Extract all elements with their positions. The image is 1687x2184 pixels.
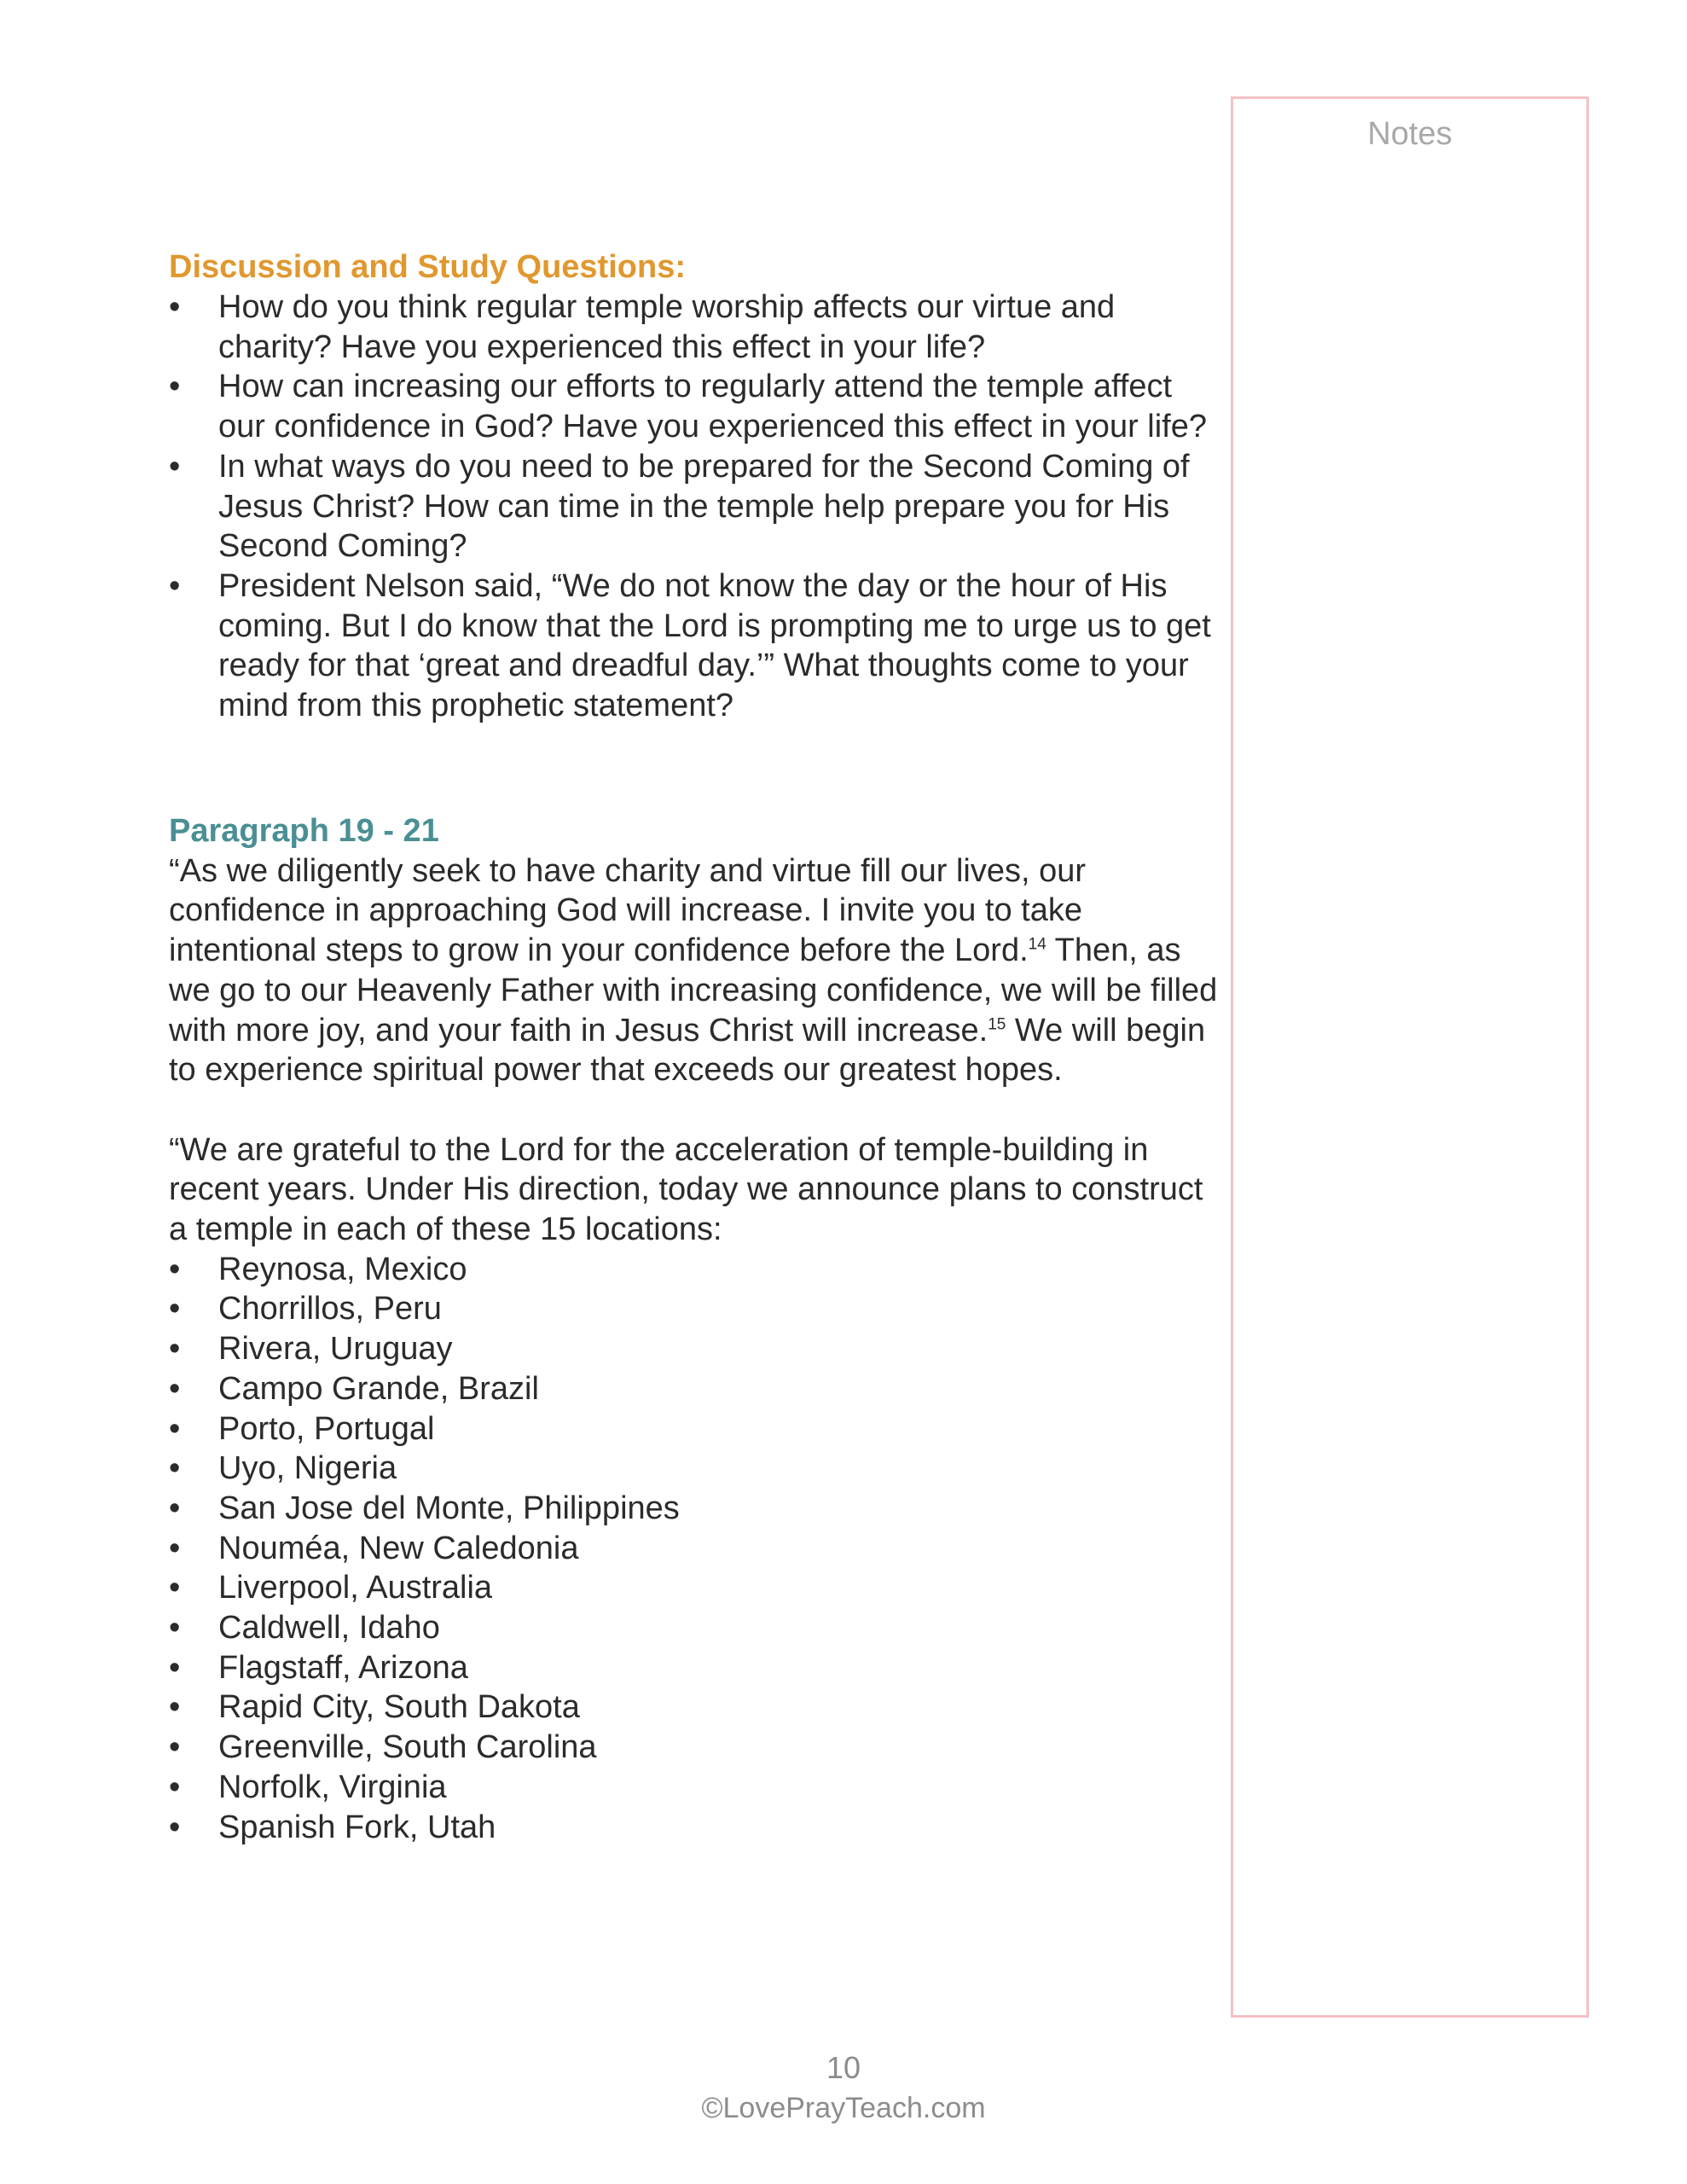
main-content: [169, 247, 1218, 1847]
list-item: [169, 1529, 1218, 1569]
page-number: 10: [826, 2050, 861, 2085]
bullet-icon: •: [169, 1649, 181, 1686]
temple-locations-list: [169, 1250, 1218, 1848]
quote-paragraph-1: [169, 851, 1218, 1090]
location-text: Uyo, Nigeria: [218, 1450, 397, 1487]
location-text: Nouméa, New Caledonia: [218, 1530, 579, 1566]
question-text: How can increasing our efforts to regularly attend the temple affect our confidence in God? Have you experienced this effect in your life?: [218, 369, 1207, 445]
location-text: Reynosa, Mexico: [218, 1251, 467, 1287]
bullet-icon: •: [169, 1530, 181, 1566]
bullet-icon: •: [169, 448, 181, 485]
bullet-icon: •: [169, 1689, 181, 1726]
list-item: [169, 1289, 1218, 1329]
notes-box: [1231, 96, 1589, 2018]
list-item: [169, 1369, 1218, 1409]
location-text: Norfolk, Virginia: [218, 1769, 447, 1805]
list-item: [169, 1687, 1218, 1728]
bullet-icon: •: [169, 1570, 181, 1606]
bullet-icon: •: [169, 1809, 181, 1845]
list-item: [169, 447, 1218, 566]
bullet-icon: •: [169, 1291, 181, 1327]
list-item: [169, 1489, 1218, 1529]
list-item: [169, 1728, 1218, 1768]
notes-label: Notes: [1367, 116, 1452, 152]
footnote-ref: 14: [1028, 935, 1046, 954]
location-text: Rapid City, South Dakota: [218, 1689, 580, 1726]
quote-paragraph-2: “We are grateful to the Lord for the acceleration of temple-building in recent years. Under His direction, today we announce plans to construct a temple in each of these 15 locations:: [169, 1131, 1203, 1248]
discussion-questions-list: [169, 288, 1218, 726]
list-item: [169, 1449, 1218, 1489]
location-text: Caldwell, Idaho: [218, 1610, 440, 1647]
bullet-icon: •: [169, 369, 181, 405]
location-text: Rivera, Uruguay: [218, 1331, 453, 1368]
location-text: Liverpool, Australia: [218, 1570, 493, 1606]
bullet-icon: •: [169, 1769, 181, 1805]
list-item: [169, 566, 1218, 726]
list-item: [169, 1808, 1218, 1848]
bullet-icon: •: [169, 1331, 181, 1368]
list-item: [169, 1329, 1218, 1369]
location-text: Campo Grande, Brazil: [218, 1370, 539, 1407]
list-item: [169, 1768, 1218, 1808]
quote-text: We will begin to experience spiritual power that exceeds our greatest hopes.: [169, 1012, 1206, 1089]
bullet-icon: •: [169, 289, 181, 325]
location-text: Greenville, South Carolina: [218, 1729, 597, 1766]
bullet-icon: •: [169, 1251, 181, 1287]
discussion-heading: Discussion and Study Questions:: [169, 249, 686, 285]
location-text: Porto, Portugal: [218, 1410, 435, 1447]
list-item: [169, 1568, 1218, 1608]
bullet-icon: •: [169, 1610, 181, 1647]
location-text: San Jose del Monte, Philippines: [218, 1490, 680, 1526]
location-text: Flagstaff, Arizona: [218, 1649, 468, 1686]
quote-text: “As we diligently seek to have charity and virtue fill our lives, our confidence in approaching God will increase. I invite you to take intentional steps to grow in your confidence before the Lord.: [169, 852, 1087, 969]
bullet-icon: •: [169, 1370, 181, 1407]
bullet-icon: •: [169, 1450, 181, 1487]
question-text: In what ways do you need to be prepared for the Second Coming of Jesus Christ? How can time in the temple help prepare you for His Second Coming?: [218, 448, 1190, 565]
bullet-icon: •: [169, 1729, 181, 1766]
bullet-icon: •: [169, 1410, 181, 1447]
question-text: President Nelson said, “We do not know the day or the hour of His coming. But I do know that the Lord is prompting me to urge us to get ready for that ‘great and dreadful day.’” What thoughts come to your mind from this prophetic statement?: [218, 567, 1211, 724]
footnote-ref: 15: [988, 1014, 1006, 1033]
copyright-text: ©LovePrayTeach.com: [701, 2092, 986, 2124]
list-item: [169, 1608, 1218, 1648]
list-item: [169, 288, 1218, 367]
section-heading: Paragraph 19 - 21: [169, 812, 439, 849]
bullet-icon: •: [169, 1490, 181, 1526]
list-item: [169, 1409, 1218, 1449]
bullet-icon: •: [169, 567, 181, 604]
question-text: How do you think regular temple worship affects our virtue and charity? Have you experienced this effect in your life?: [218, 289, 1116, 365]
list-item: [169, 1648, 1218, 1688]
list-item: [169, 367, 1218, 446]
list-item: [169, 1250, 1218, 1290]
quote-text: Then, as we go to our Heavenly Father with increasing confidence, we will be filled with more joy, and your faith in Jesus Christ will increase.: [169, 932, 1218, 1048]
location-text: Spanish Fork, Utah: [218, 1809, 496, 1845]
location-text: Chorrillos, Peru: [218, 1291, 442, 1327]
